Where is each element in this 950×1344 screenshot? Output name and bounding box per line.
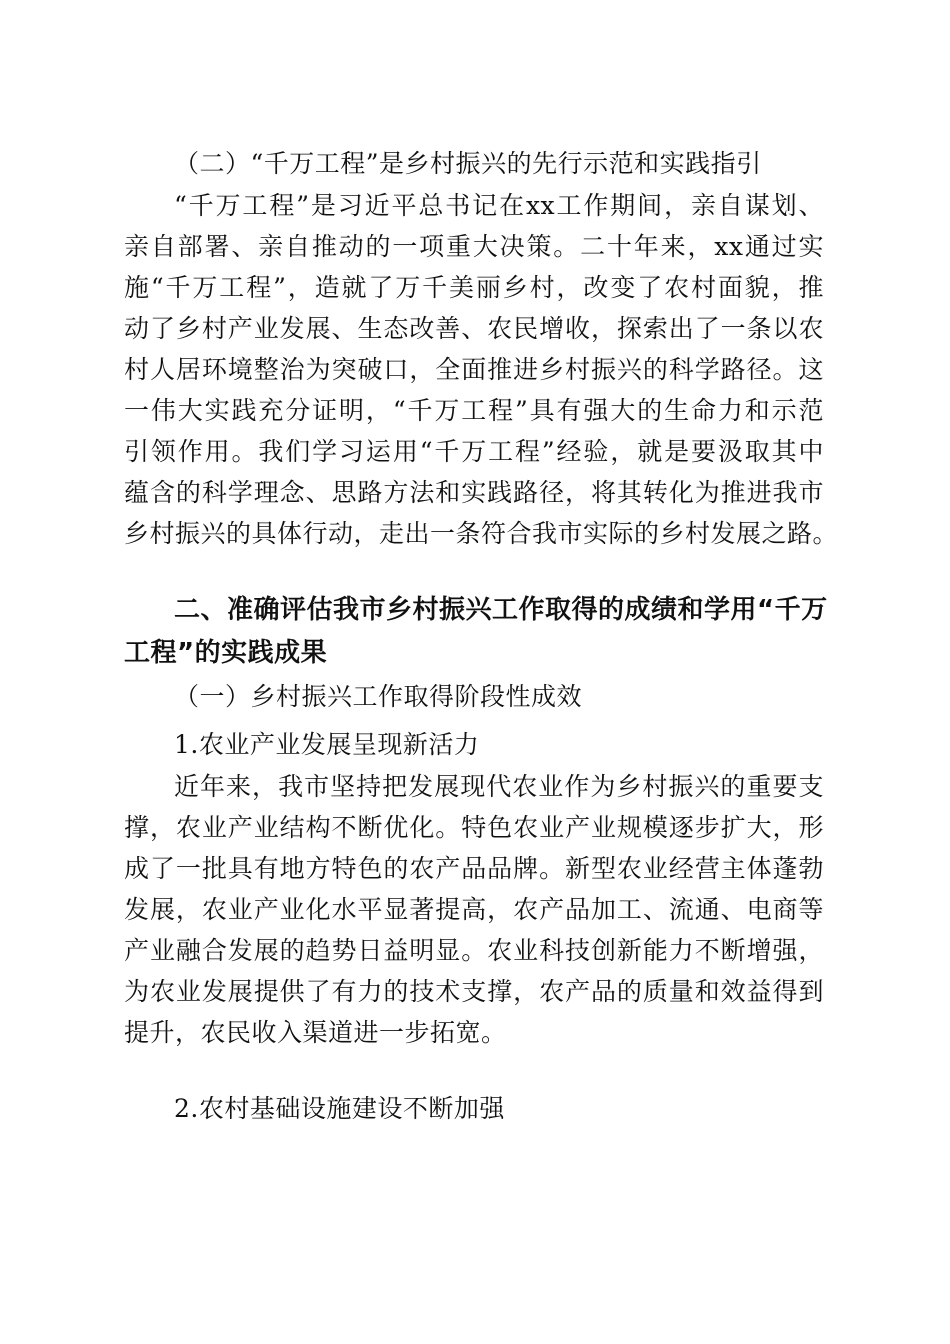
section-heading-2: [124, 143, 824, 184]
paragraph-line: 产业融合发展的趋势日益明显。农业科技创新能力不断增强，: [124, 936, 824, 965]
sub-heading-text: （一）乡村振兴工作取得阶段性成效: [174, 682, 583, 711]
paragraph-line: 动了乡村产业发展、生态改善、农民增收，探索出了一条以农: [124, 314, 824, 343]
section-heading-text: （二）“千万工程”是乡村振兴的先行示范和实践指引: [174, 149, 762, 178]
sub-heading-1: [124, 676, 824, 717]
main-heading-line: 二、准确评估我市乡村振兴工作取得的成绩和学用“千万: [174, 595, 828, 625]
item-2-title: [124, 1088, 824, 1129]
paragraph-line: 蕴含的科学理念、思路方法和实践路径，将其转化为推进我市: [124, 478, 824, 507]
paragraph-line: 近年来，我市坚持把发展现代农业作为乡村振兴的重要支: [174, 772, 824, 801]
paragraph-line: 乡村振兴的具体行动，走出一条符合我市实际的乡村发展之路。: [124, 519, 839, 548]
paragraph-line: 为农业发展提供了有力的技术支撑，农产品的质量和效益得到: [124, 977, 824, 1006]
main-heading: [124, 589, 828, 675]
paragraph-line: 撑，农业产业结构不断优化。特色农业产业规模逐步扩大，形: [124, 813, 824, 842]
paragraph-line: 一伟大实践充分证明，“千万工程”具有强大的生命力和示范: [124, 396, 824, 425]
paragraph-line: 成了一批具有地方特色的农产品品牌。新型农业经营主体蓬勃: [124, 854, 824, 883]
paragraph-qianwan-intro: [124, 185, 839, 554]
item-title-text: 1.农业产业发展呈现新活力: [174, 730, 480, 759]
item-title-text: 2.农村基础设施建设不断加强: [174, 1094, 505, 1123]
paragraph-line: 施“千万工程”，造就了万千美丽乡村，改变了农村面貌，推: [124, 273, 824, 302]
paragraph-line: “千万工程”是习近平总书记在xx工作期间，亲自谋划、: [174, 191, 824, 220]
main-heading-line: 工程”的实践成果: [124, 638, 328, 668]
item-1-title: [124, 724, 824, 765]
paragraph-line: 亲自部署、亲自推动的一项重大决策。二十年来，xx通过实: [124, 232, 824, 261]
paragraph-line: 引领作用。我们学习运用“千万工程”经验，就是要汲取其中: [124, 437, 824, 466]
paragraph-line: 村人居环境整治为突破口，全面推进乡村振兴的科学路径。这: [124, 355, 824, 384]
paragraph-agriculture: [124, 766, 824, 1053]
paragraph-line: 发展，农业产业化水平显著提高，农产品加工、流通、电商等: [124, 895, 824, 924]
paragraph-line: 提升，农民收入渠道进一步拓宽。: [124, 1018, 507, 1047]
